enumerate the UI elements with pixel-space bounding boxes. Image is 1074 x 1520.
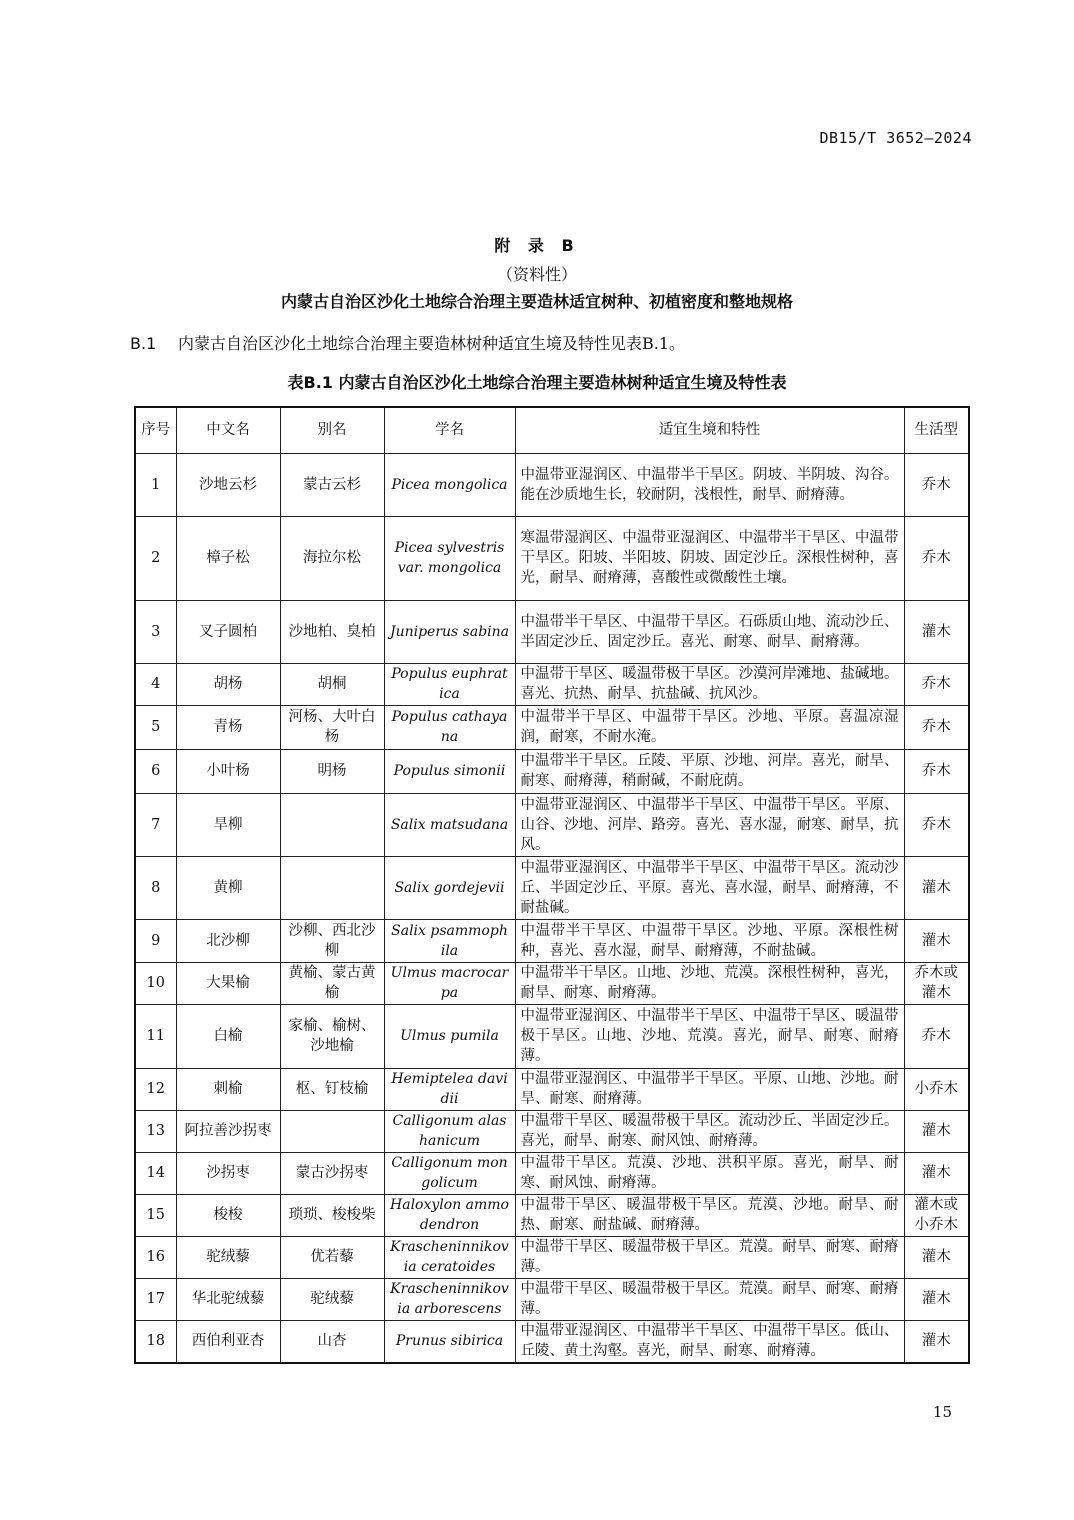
cell-alias: 海拉尔松 [280, 516, 384, 600]
cell-num: 6 [135, 749, 176, 793]
cell-alias: 明杨 [280, 749, 384, 793]
cell-habitat: 中温带亚湿润区、中温带半干旱区。平原、山地、沙地。耐旱、耐寒、耐瘠薄。 [515, 1068, 904, 1110]
page-number: 15 [932, 1403, 952, 1421]
cell-life-form: 灌木或小乔木 [904, 1194, 969, 1236]
cell-num: 15 [135, 1194, 176, 1236]
cell-scientific-name: Salix psammophila [384, 919, 515, 962]
cell-life-form: 灌木 [904, 856, 969, 919]
table-row [135, 962, 969, 1004]
cell-chinese-name: 驼绒藜 [176, 1236, 280, 1278]
cell-num: 10 [135, 962, 176, 1004]
table-row [135, 1110, 969, 1152]
cell-life-form: 乔木 [904, 749, 969, 793]
header-habitat: 适宜生境和特性 [515, 407, 904, 453]
table-caption: 表B.1 内蒙古自治区沙化土地综合治理主要造林树种适宜生境及特性表 [287, 373, 787, 392]
cell-alias: 山杏 [280, 1320, 384, 1363]
cell-habitat: 中温带亚湿润区、中温带半干旱区、中温带干旱区。低山、丘陵、黄土沟壑。喜光，耐旱、耐寒、耐瘠薄。 [515, 1320, 904, 1363]
cell-chinese-name: 华北驼绒藜 [176, 1278, 280, 1320]
table-row [135, 919, 969, 962]
table-row [135, 600, 969, 663]
cell-chinese-name: 沙拐枣 [176, 1152, 280, 1194]
header-num: 序号 [135, 407, 176, 453]
cell-life-form: 灌木 [904, 1236, 969, 1278]
document-code: DB15/T 3652—2024 [819, 129, 972, 147]
cell-num: 18 [135, 1320, 176, 1363]
table-row [135, 749, 969, 793]
cell-num: 2 [135, 516, 176, 600]
cell-alias [280, 856, 384, 919]
cell-habitat: 中温带半干旱区、中温带干旱区。沙地、平原。深根性树种，喜光、喜水湿，耐旱、耐瘠薄，不耐盐碱。 [515, 919, 904, 962]
table-row [135, 1278, 969, 1320]
table-row [135, 453, 969, 516]
cell-life-form: 灌木 [904, 1152, 969, 1194]
table-row [135, 1194, 969, 1236]
cell-num: 7 [135, 793, 176, 856]
header-alias: 别名 [280, 407, 384, 453]
header-sci: 学名 [384, 407, 515, 453]
cell-life-form: 灌木 [904, 1320, 969, 1363]
cell-habitat: 中温带干旱区、暖温带极干旱区。流动沙丘、半固定沙丘。喜光，耐旱、耐寒、耐风蚀、耐瘠薄。 [515, 1110, 904, 1152]
cell-scientific-name: Populus simonii [384, 749, 515, 793]
cell-alias: 沙地柏、臭柏 [280, 600, 384, 663]
cell-habitat: 中温带半干旱区、中温带干旱区。沙地、平原。喜温凉湿润，耐寒，不耐水淹。 [515, 705, 904, 749]
cell-life-form: 乔木 [904, 516, 969, 600]
cell-num: 11 [135, 1004, 176, 1068]
cell-chinese-name: 黄柳 [176, 856, 280, 919]
cell-habitat: 寒温带湿润区、中温带亚湿润区、中温带半干旱区、中温带干旱区。阳坡、半阳坡、阴坡、固定沙丘。深根性树种，喜光，耐旱、耐瘠薄，喜酸性或微酸性土壤。 [515, 516, 904, 600]
cell-chinese-name: 阿拉善沙拐枣 [176, 1110, 280, 1152]
cell-alias: 黄榆、蒙古黄榆 [280, 962, 384, 1004]
cell-chinese-name: 叉子圆柏 [176, 600, 280, 663]
table-row [135, 1068, 969, 1110]
cell-life-form: 灌木 [904, 1110, 969, 1152]
cell-scientific-name: Hemiptelea davidii [384, 1068, 515, 1110]
cell-num: 5 [135, 705, 176, 749]
cell-habitat: 中温带干旱区、暖温带极干旱区。荒漠、沙地。耐旱、耐热、耐寒、耐盐碱、耐瘠薄。 [515, 1194, 904, 1236]
table-body [135, 453, 969, 1363]
cell-life-form: 乔木 [904, 1004, 969, 1068]
table-row [135, 516, 969, 600]
cell-chinese-name: 白榆 [176, 1004, 280, 1068]
cell-scientific-name: Salix matsudana [384, 793, 515, 856]
cell-scientific-name: Salix gordejevii [384, 856, 515, 919]
cell-alias [280, 793, 384, 856]
cell-num: 12 [135, 1068, 176, 1110]
cell-habitat: 中温带亚湿润区、中温带半干旱区。阴坡、半阴坡、沟谷。能在沙质地生长，较耐阴，浅根性，耐旱、耐瘠薄。 [515, 453, 904, 516]
cell-habitat: 中温带亚湿润区、中温带半干旱区、中温带干旱区。平原、山谷、沙地、河岸、路旁。喜光、喜水湿，耐寒、耐旱，抗风。 [515, 793, 904, 856]
cell-scientific-name: Calligonum alashanicum [384, 1110, 515, 1152]
cell-habitat: 中温带亚湿润区、中温带半干旱区、中温带干旱区、暖温带极干旱区。山地、沙地、荒漠。喜光，耐旱、耐寒、耐瘠薄。 [515, 1004, 904, 1068]
cell-scientific-name: Juniperus sabina [384, 600, 515, 663]
cell-life-form: 乔木或灌木 [904, 962, 969, 1004]
cell-life-form: 乔木 [904, 793, 969, 856]
cell-alias: 沙柳、西北沙柳 [280, 919, 384, 962]
clause-text: 内蒙古自治区沙化土地综合治理主要造林树种适宜生境及特性见表B.1。 [178, 334, 686, 353]
header-name: 中文名 [176, 407, 280, 453]
species-table [134, 406, 970, 1364]
cell-life-form: 乔木 [904, 663, 969, 705]
cell-scientific-name: Krascheninnikovia arborescens [384, 1278, 515, 1320]
cell-scientific-name: Populus cathayana [384, 705, 515, 749]
cell-life-form: 灌木 [904, 1278, 969, 1320]
cell-chinese-name: 樟子松 [176, 516, 280, 600]
cell-alias: 枢、钉枝榆 [280, 1068, 384, 1110]
cell-scientific-name: Ulmus pumila [384, 1004, 515, 1068]
cell-habitat: 中温带半干旱区。丘陵、平原、沙地、河岸。喜光，耐旱、耐寒、耐瘠薄，稍耐碱，不耐庇荫。 [515, 749, 904, 793]
cell-alias: 琐琐、梭梭柴 [280, 1194, 384, 1236]
table-row [135, 856, 969, 919]
cell-alias: 优若藜 [280, 1236, 384, 1278]
cell-habitat: 中温带干旱区、暖温带极干旱区。荒漠。耐旱、耐寒、耐瘠薄。 [515, 1278, 904, 1320]
cell-life-form: 乔木 [904, 453, 969, 516]
cell-chinese-name: 胡杨 [176, 663, 280, 705]
cell-chinese-name: 刺榆 [176, 1068, 280, 1110]
cell-scientific-name: Krascheninnikovia ceratoides [384, 1236, 515, 1278]
cell-habitat: 中温带干旱区。荒漠、沙地、洪积平原。喜光，耐旱、耐寒、耐风蚀、耐瘠薄。 [515, 1152, 904, 1194]
appendix-type: （资料性） [496, 265, 577, 284]
cell-alias: 蒙古云杉 [280, 453, 384, 516]
cell-habitat: 中温带半干旱区、中温带干旱区。石砾质山地、流动沙丘、半固定沙丘、固定沙丘。喜光、耐寒、耐旱、耐瘠薄。 [515, 600, 904, 663]
appendix-title: 附 录 B [494, 236, 580, 255]
cell-chinese-name: 梭梭 [176, 1194, 280, 1236]
table-header-row [135, 407, 969, 453]
cell-scientific-name: Haloxylon ammodendron [384, 1194, 515, 1236]
cell-num: 14 [135, 1152, 176, 1194]
table-row [135, 1320, 969, 1363]
cell-habitat: 中温带干旱区、暖温带极干旱区。荒漠。耐旱、耐寒、耐瘠薄。 [515, 1236, 904, 1278]
cell-scientific-name: Prunus sibirica [384, 1320, 515, 1363]
cell-life-form: 乔木 [904, 705, 969, 749]
cell-life-form: 灌木 [904, 600, 969, 663]
cell-life-form: 灌木 [904, 919, 969, 962]
table-row [135, 705, 969, 749]
cell-alias: 驼绒藜 [280, 1278, 384, 1320]
cell-scientific-name: Calligonum mongolicum [384, 1152, 515, 1194]
cell-num: 17 [135, 1278, 176, 1320]
table-row [135, 663, 969, 705]
table-row [135, 1004, 969, 1068]
cell-num: 8 [135, 856, 176, 919]
cell-num: 3 [135, 600, 176, 663]
cell-chinese-name: 旱柳 [176, 793, 280, 856]
cell-num: 9 [135, 919, 176, 962]
cell-alias: 河杨、大叶白杨 [280, 705, 384, 749]
cell-num: 4 [135, 663, 176, 705]
cell-chinese-name: 沙地云杉 [176, 453, 280, 516]
cell-habitat: 中温带半干旱区。山地、沙地、荒漠。深根性树种，喜光，耐旱、耐寒、耐瘠薄。 [515, 962, 904, 1004]
cell-habitat: 中温带亚湿润区、中温带半干旱区、中温带干旱区。流动沙丘、半固定沙丘、平原。喜光、喜水湿，耐旱、耐瘠薄，不耐盐碱。 [515, 856, 904, 919]
clause-number: B.1 [130, 334, 157, 353]
header-life: 生活型 [904, 407, 969, 453]
cell-life-form: 小乔木 [904, 1068, 969, 1110]
cell-habitat: 中温带干旱区、暖温带极干旱区。沙漠河岸滩地、盐碱地。喜光、抗热、耐旱、抗盐碱、抗风沙。 [515, 663, 904, 705]
cell-chinese-name: 青杨 [176, 705, 280, 749]
cell-scientific-name: Picea mongolica [384, 453, 515, 516]
appendix-subtitle: 内蒙古自治区沙化土地综合治理主要造林适宜树种、初植密度和整地规格 [280, 292, 793, 311]
cell-num: 1 [135, 453, 176, 516]
cell-scientific-name: Picea sylvestris var. mongolica [384, 516, 515, 600]
cell-scientific-name: Ulmus macrocarpa [384, 962, 515, 1004]
cell-chinese-name: 大果榆 [176, 962, 280, 1004]
cell-num: 16 [135, 1236, 176, 1278]
cell-chinese-name: 西伯利亚杏 [176, 1320, 280, 1363]
table-row [135, 1152, 969, 1194]
cell-num: 13 [135, 1110, 176, 1152]
clause-b1 [130, 331, 685, 354]
cell-alias [280, 1110, 384, 1152]
table-row [135, 1236, 969, 1278]
cell-scientific-name: Populus euphratica [384, 663, 515, 705]
cell-alias: 胡桐 [280, 663, 384, 705]
cell-alias: 家榆、榆树、沙地榆 [280, 1004, 384, 1068]
cell-chinese-name: 北沙柳 [176, 919, 280, 962]
table-row [135, 793, 969, 856]
cell-alias: 蒙古沙拐枣 [280, 1152, 384, 1194]
cell-chinese-name: 小叶杨 [176, 749, 280, 793]
